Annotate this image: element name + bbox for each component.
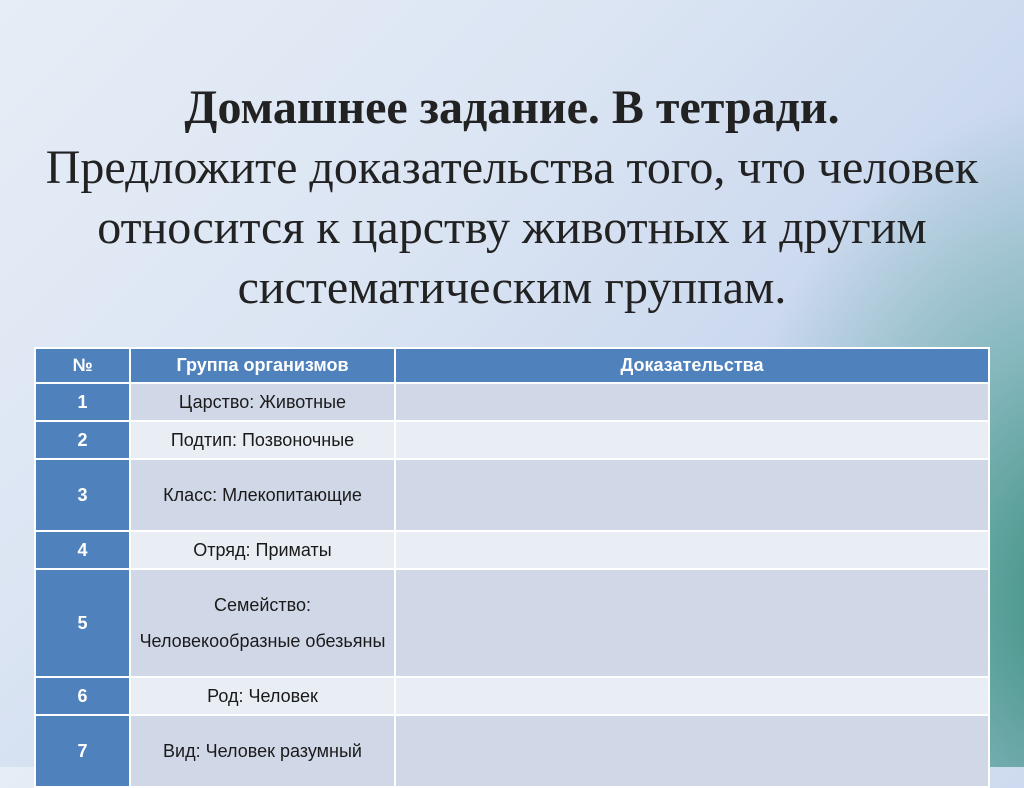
row-group: Класс: Млекопитающие	[130, 459, 395, 531]
table-row	[35, 421, 989, 459]
row-evidence[interactable]	[395, 383, 989, 421]
row-number: 1	[35, 383, 130, 421]
header-number: №	[35, 348, 130, 383]
header-evidence: Доказательства	[395, 348, 989, 383]
table-row	[35, 531, 989, 569]
table-row	[35, 677, 989, 715]
row-group: Отряд: Приматы	[130, 531, 395, 569]
row-group: Вид: Человек разумный	[130, 715, 395, 787]
slide-title	[40, 78, 984, 318]
row-evidence[interactable]	[395, 421, 989, 459]
row-number: 3	[35, 459, 130, 531]
row-evidence[interactable]	[395, 569, 989, 677]
row-evidence[interactable]	[395, 531, 989, 569]
table-header-row	[35, 348, 989, 383]
row-group: Семейство: Человекообразные обезьяны	[130, 569, 395, 677]
row-evidence[interactable]	[395, 677, 989, 715]
row-number: 5	[35, 569, 130, 677]
row-group: Подтип: Позвоночные	[130, 421, 395, 459]
table-row	[35, 715, 989, 787]
row-number: 7	[35, 715, 130, 787]
table-row	[35, 569, 989, 677]
title-heading: Домашнее задание. В тетради.	[184, 81, 840, 134]
title-task: Предложите доказательства того, что человек относится к царству животных и другим систематическим группам.	[45, 141, 979, 314]
row-group: Царство: Животные	[130, 383, 395, 421]
row-number: 4	[35, 531, 130, 569]
row-evidence[interactable]	[395, 459, 989, 531]
taxonomy-table	[34, 347, 990, 788]
row-number: 6	[35, 677, 130, 715]
table-row	[35, 459, 989, 531]
row-group: Род: Человек	[130, 677, 395, 715]
table-row	[35, 383, 989, 421]
row-number: 2	[35, 421, 130, 459]
header-group: Группа организмов	[130, 348, 395, 383]
row-evidence[interactable]	[395, 715, 989, 787]
